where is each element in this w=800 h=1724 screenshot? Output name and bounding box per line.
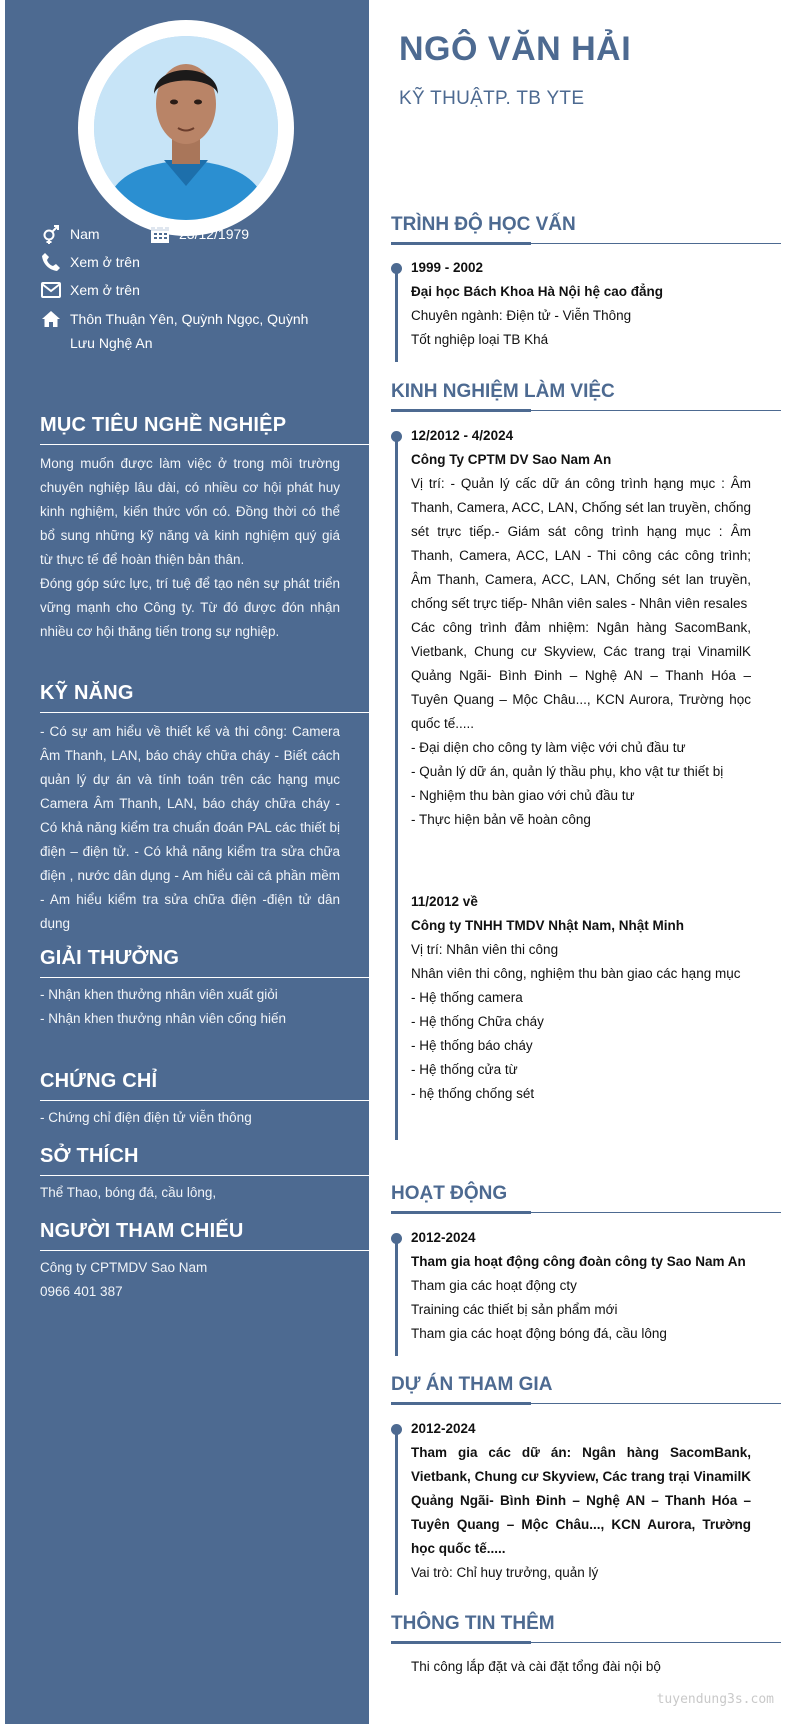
avatar-frame: [78, 20, 294, 236]
projects-heading: DỰ ÁN THAM GIA: [391, 1372, 781, 1404]
award-item: - Nhận khen thưởng nhân viên xuất giỏi: [40, 987, 278, 1002]
job-company: Công Ty CPTM DV Sao Nam An: [411, 452, 612, 467]
project-headline: Tham gia các dữ án: Ngân hàng SacomBank, Vietbank, Chung cư Skyview, Các trang trại VinamilK Quảng Ngãi- Bình Đinh – Nghệ AN – Thanh Hóa – Tuyên Quang – Mộc Châu..., KCN Aurora, Trường học quốc tế.....: [411, 1445, 751, 1556]
job-period: 11/2012 về: [411, 894, 478, 909]
gender-row: [40, 222, 100, 246]
watermark: tuyendung3s.com: [656, 1692, 774, 1707]
objective-paragraph-1: Mong muốn được làm việc ở trong môi trường chuyên nghiệp lâu dài, có nhiều cơ hội phát huy kinh nghiệm, kiến thức vốn có. Đồng thời có thể bổ sung những kỹ năng và kinh nghiệm quý giá từ thực tế để hoàn thiện bản thân.: [40, 456, 340, 567]
job-bullet: - Hệ thống camera: [411, 990, 523, 1005]
home-icon: [40, 307, 62, 331]
timeline-dot: [391, 263, 402, 274]
job-bullet: - Quản lý dữ án, quản lý thầu phụ, kho vật tư thiết bị: [411, 764, 724, 779]
sidebar: [5, 0, 369, 1724]
email-value: Xem ở trên: [70, 282, 140, 298]
additional-heading: THÔNG TIN THÊM: [391, 1611, 781, 1643]
education-timeline: [395, 264, 398, 362]
address-row: [40, 307, 330, 355]
activity-headline: Tham gia hoạt động công đoàn công ty Sao Nam An: [411, 1254, 746, 1269]
education-major: Chuyên ngành: Điện tử - Viễn Thông: [411, 308, 632, 323]
phone-icon: [40, 250, 62, 274]
main-content: [369, 0, 800, 1724]
calendar-icon: [149, 222, 171, 246]
timeline-dot: [391, 1233, 402, 1244]
reference-phone: 0966 401 387: [40, 1284, 123, 1299]
hobbies-heading: SỞ THÍCH: [40, 1143, 374, 1176]
job-projects: Các công trình đảm nhiệm: Ngân hàng SacomBank, Vietbank, Chung cư Skyview, Các trang trại VinamilK Quảng Ngãi- Bình Đinh – Nghệ AN – Thanh Hóa – Tuyên Quang – Mộc Châu..., KCN Aurora, Trường học quốc tế.....: [411, 620, 751, 731]
activity-line: Tham gia các hoạt động cty: [411, 1278, 577, 1293]
address-value: Thôn Thuận Yên, Quỳnh Ngọc, Quỳnh Lưu Nghệ An: [70, 311, 309, 351]
certificate-item: - Chứng chỉ điện điện tử viễn thông: [40, 1110, 252, 1125]
references-block: [40, 1256, 340, 1304]
education-entry: [411, 256, 751, 352]
skills-text: - Có sự am hiểu về thiết kế và thi công: Camera Âm Thanh, LAN, báo cháy chữa cháy - Biết cách quản lý dự án và tính toán trên các hạng mục Camera Âm Thanh, LAN, báo cháy chữa cháy - Có khả năng kiểm tra chuẩn đoán PAL các thiết bị điện – điện tử. - Có khả năng kiểm tra sửa chữa điện , nước dân dụng - Am hiểu cài cá phần mềm - Am hiểu kiểm tra sửa chữa điện -điện tử dân dụng: [40, 724, 340, 931]
job-title: KỸ THUẬTP. TB YTE: [399, 88, 585, 109]
experience-timeline: [395, 432, 398, 1140]
candidate-name: NGÔ VĂN HẢI: [399, 30, 632, 68]
project-period: 2012-2024: [411, 1421, 476, 1436]
hobbies-text: Thể Thao, bóng đá, cầu lông,: [40, 1185, 217, 1200]
project-role: Vai trò: Chỉ huy trưởng, quản lý: [411, 1565, 599, 1580]
education-grade: Tốt nghiệp loại TB Khá: [411, 332, 549, 347]
job-role: Vị trí: Nhân viên thi công: [411, 942, 559, 957]
job-bullet: - Nghiệm thu bàn giao với chủ đầu tư: [411, 788, 635, 803]
job-company: Công ty TNHH TMDV Nhật Nam, Nhật Minh: [411, 918, 684, 933]
envelope-icon: [40, 278, 62, 302]
gender-icon: [40, 222, 62, 246]
job-bullet: - Hệ thống Chữa cháy: [411, 1014, 544, 1029]
certificates-heading: CHỨNG CHỈ: [40, 1068, 374, 1101]
email-row: [40, 278, 140, 302]
job-bullet: - Hệ thống báo cháy: [411, 1038, 533, 1053]
job-bullet: - Thực hiện bản vẽ hoàn công: [411, 812, 591, 827]
education-heading: TRÌNH ĐỘ HỌC VẤN: [391, 212, 781, 244]
activities-timeline: [395, 1234, 398, 1356]
job-bullet: - Đại diện cho công ty làm việc với chủ đầu tư: [411, 740, 686, 755]
experience-heading: KINH NGHIỆM LÀM VIỆC: [391, 379, 781, 411]
education-period: 1999 - 2002: [411, 260, 484, 275]
phone-value: Xem ở trên: [70, 254, 140, 270]
job-bullet: - Hệ thống cửa từ: [411, 1062, 518, 1077]
job-description: Nhân viên thi công, nghiệm thu bàn giao các hạng mục: [411, 966, 741, 981]
skills-heading: KỸ NĂNG: [40, 680, 374, 713]
avatar: [94, 36, 278, 220]
awards-list: [40, 983, 340, 1031]
awards-heading: GIẢI THƯỞNG: [40, 945, 374, 978]
references-heading: NGƯỜI THAM CHIẾU: [40, 1218, 374, 1251]
activity-period: 2012-2024: [411, 1230, 476, 1245]
job-description: Vị trí: - Quản lý cấc dữ án công trình hạng mục : Âm Thanh, Camera, ACC, LAN, Chống sét lan truyền, chống sét trực tiếp.- Giám sát công trình hạng mục : Âm Thanh, Camera, ACC, LAN - Thi công các công trình; Âm Thanh, Camera, ACC, LAN, Chống sét lan truyền, chống sết trực tiếp- Nhân viên sales - Nhân viên resales: [411, 476, 751, 611]
timeline-dot: [391, 431, 402, 442]
objective-paragraph-2: Đóng góp sức lực, trí tuệ để tạo nên sự phát triển vững mạnh cho Công ty. Từ đó được đón nhận nhiều cơ hội thăng tiến trong sự nghiệp.: [40, 576, 340, 639]
dob-row: [149, 222, 249, 246]
activity-line: Tham gia các hoạt động bóng đá, cầu lông: [411, 1326, 667, 1341]
gender-value: Nam: [70, 226, 100, 242]
award-item: - Nhận khen thưởng nhân viên cống hiến: [40, 1011, 287, 1026]
dob-value: 23/12/1979: [179, 226, 250, 242]
experience-entry-1: [411, 424, 751, 832]
projects-timeline: [395, 1425, 398, 1595]
additional-text: Thi công lắp đặt và cài đặt tổng đài nội bộ: [411, 1659, 661, 1674]
timeline-dot: [391, 1424, 402, 1435]
activity-line: Training các thiết bị sản phẩm mới: [411, 1302, 618, 1317]
project-entry: [411, 1417, 751, 1585]
job-bullet: - hệ thống chống sét: [411, 1086, 535, 1101]
phone-row: [40, 250, 140, 274]
objective-heading: MỤC TIÊU NGHỀ NGHIỆP: [40, 412, 374, 445]
objective-text: [40, 452, 340, 644]
reference-company: Công ty CPTMDV Sao Nam: [40, 1260, 208, 1275]
activities-heading: HOẠT ĐỘNG: [391, 1181, 781, 1213]
experience-entry-2: [411, 890, 751, 1106]
job-period: 12/2012 - 4/2024: [411, 428, 514, 443]
activity-entry: [411, 1226, 751, 1346]
education-school: Đại học Bách Khoa Hà Nội hệ cao đẳng: [411, 284, 664, 299]
